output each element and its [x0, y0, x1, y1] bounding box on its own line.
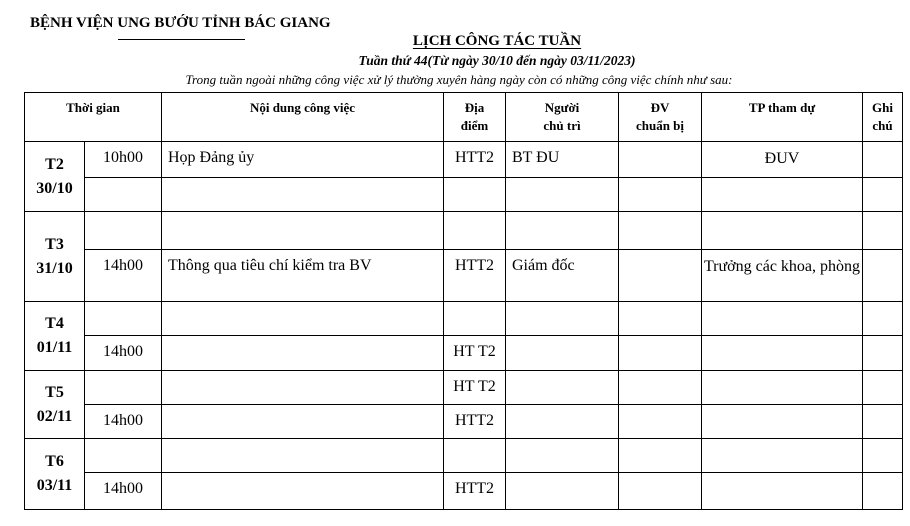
table-row	[25, 405, 903, 439]
cell-time: 14h00	[85, 473, 162, 510]
cell-chair	[506, 439, 619, 473]
cell-attend: ĐUV	[702, 142, 863, 178]
col-header-chair	[506, 93, 619, 142]
cell-time: 14h00	[85, 336, 162, 371]
col-header-note-l1: Ghi	[872, 100, 893, 115]
cell-prep	[619, 178, 702, 212]
day-date: 31/10	[36, 259, 73, 277]
col-header-attend: TP tham dự	[702, 93, 863, 142]
cell-place: HTT2	[444, 473, 506, 510]
cell-chair	[506, 302, 619, 336]
col-header-note	[863, 93, 903, 142]
cell-content: Họp Đảng ủy	[162, 142, 444, 178]
cell-attend	[702, 371, 863, 405]
cell-chair: BT ĐU	[506, 142, 619, 178]
day-cell	[25, 439, 85, 510]
day-cell	[25, 302, 85, 371]
cell-time	[85, 302, 162, 336]
cell-attend	[702, 473, 863, 510]
cell-content	[162, 302, 444, 336]
cell-note	[863, 142, 903, 178]
col-header-prep-l1: ĐV	[650, 100, 670, 115]
cell-time: 14h00	[85, 250, 162, 302]
col-header-prep-l2: chuẩn bị	[635, 118, 685, 133]
col-header-time: Thời gian	[25, 93, 162, 142]
day-label: T3	[45, 235, 64, 253]
day-date: 01/11	[36, 339, 73, 356]
cell-content	[162, 439, 444, 473]
cell-content: Thông qua tiêu chí kiểm tra BV	[162, 250, 444, 302]
col-header-chair-l1: Người	[544, 100, 580, 115]
cell-note	[863, 439, 903, 473]
col-header-place-l2: điểm	[460, 118, 489, 133]
cell-place: HTT2	[444, 250, 506, 302]
organization-name: BỆNH VIỆN UNG BƯỚU TỈNH BÁC GIANG	[30, 15, 331, 31]
cell-prep	[619, 212, 702, 250]
cell-time	[85, 178, 162, 212]
cell-time	[85, 212, 162, 250]
cell-chair	[506, 336, 619, 371]
col-header-place-l1: Địa	[464, 100, 485, 115]
cell-attend	[702, 302, 863, 336]
cell-place	[444, 178, 506, 212]
cell-content	[162, 371, 444, 405]
document-title	[0, 33, 910, 50]
cell-prep	[619, 142, 702, 178]
table-row	[25, 473, 903, 510]
cell-time	[85, 371, 162, 405]
day-label: T6	[45, 453, 64, 470]
col-header-note-l2: chú	[872, 118, 893, 133]
cell-note	[863, 178, 903, 212]
cell-attend	[702, 212, 863, 250]
cell-note	[863, 250, 903, 302]
day-cell	[25, 371, 85, 439]
cell-content	[162, 212, 444, 250]
cell-time: 14h00	[85, 405, 162, 439]
document-subtitle: Tuần thứ 44(Từ ngày 30/10 đến ngày 03/11/2023)	[358, 53, 636, 68]
col-header-place	[444, 93, 506, 142]
cell-note	[863, 371, 903, 405]
cell-place: HTT2	[444, 142, 506, 178]
cell-place	[444, 302, 506, 336]
cell-note	[863, 473, 903, 510]
cell-chair: Giám đốc	[506, 250, 619, 302]
cell-prep	[619, 336, 702, 371]
document-title-text: LỊCH CÔNG TÁC TUẦN	[412, 33, 582, 49]
cell-place	[444, 439, 506, 473]
col-header-chair-l2: chủ trì	[543, 118, 581, 133]
schedule-table	[24, 92, 903, 510]
cell-prep	[619, 302, 702, 336]
cell-content	[162, 178, 444, 212]
table-row	[25, 250, 903, 302]
cell-prep	[619, 439, 702, 473]
cell-attend: Trưởng các khoa, phòng	[702, 250, 863, 302]
cell-time	[85, 439, 162, 473]
day-date: 30/10	[36, 179, 73, 197]
cell-place	[444, 212, 506, 250]
cell-note	[863, 212, 903, 250]
table-row	[25, 302, 903, 336]
table-row	[25, 178, 903, 212]
cell-chair	[506, 371, 619, 405]
cell-prep	[619, 473, 702, 510]
table-row	[25, 371, 903, 405]
day-label: T5	[45, 383, 64, 401]
table-row	[25, 142, 903, 178]
cell-chair	[506, 178, 619, 212]
cell-prep	[619, 371, 702, 405]
cell-chair	[506, 473, 619, 510]
table-row	[25, 336, 903, 371]
table-row	[25, 439, 903, 473]
day-label: T4	[45, 315, 64, 332]
day-cell	[25, 212, 85, 302]
cell-attend	[702, 405, 863, 439]
day-date: 02/11	[36, 407, 73, 425]
cell-content	[162, 405, 444, 439]
day-date: 03/11	[36, 477, 73, 494]
cell-place: HT T2	[444, 371, 506, 405]
cell-attend	[702, 336, 863, 371]
cell-content	[162, 473, 444, 510]
day-label: T2	[45, 155, 64, 173]
table-row	[25, 212, 903, 250]
cell-time: 10h00	[85, 142, 162, 178]
cell-content	[162, 336, 444, 371]
cell-prep	[619, 250, 702, 302]
cell-note	[863, 405, 903, 439]
day-cell	[25, 142, 85, 212]
cell-place: HT T2	[444, 336, 506, 371]
cell-attend	[702, 439, 863, 473]
cell-chair	[506, 212, 619, 250]
cell-note	[863, 302, 903, 336]
cell-attend	[702, 178, 863, 212]
cell-note	[863, 336, 903, 371]
cell-chair	[506, 405, 619, 439]
col-header-content: Nội dung công việc	[162, 93, 444, 142]
col-header-prep	[619, 93, 702, 142]
cell-prep	[619, 405, 702, 439]
table-header-row	[25, 93, 903, 142]
cell-place: HTT2	[444, 405, 506, 439]
intro-text: Trong tuần ngoài những công việc xử lý thường xuyên hàng ngày còn có những công việc chính như sau:	[185, 72, 733, 87]
